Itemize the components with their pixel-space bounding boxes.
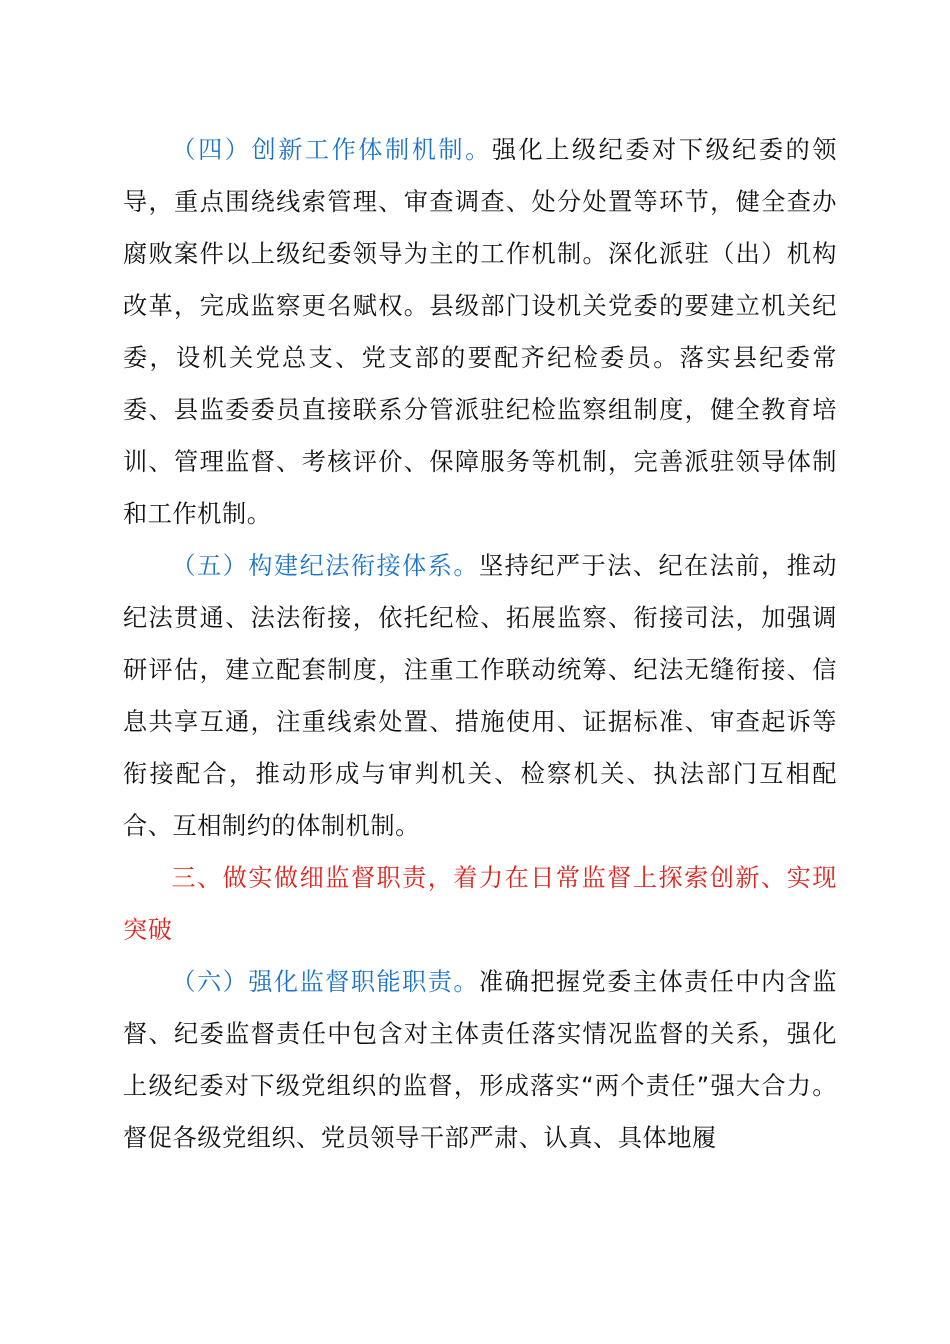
paragraph-five xyxy=(123,540,837,852)
paragraph-six xyxy=(123,956,837,1164)
body-four: 强化上级纪委对下级纪委的领导，重点围绕线索管理、审查调查、处分处置等环节，健全查办腐败案件以上级纪委领导为主的工作机制。深化派驻（出）机构改革，完成监察更名赋权。县级部门设机关党委的要建立机关纪委，设机关党总支、党支部的要配齐纪检委员。落实县纪委常委、县监委委员直接联系分管派驻纪检监察组制度，健全教育培训、管理监督、考核评价、保障服务等机制，完善派驻领导体制和工作机制。 xyxy=(123,136,837,528)
section-title-three: 三、做实做细监督职责，着力在日常监督上探索创新、实现突破 xyxy=(123,864,837,944)
body-five: 坚持纪严于法、纪在法前，推动纪法贯通、法法衔接，依托纪检、拓展监察、衔接司法，加强调研评估，建立配套制度，注重工作联动统筹、纪法无缝衔接、信息共享互通，注重线索处置、措施使用、证据标准、审查起诉等衔接配合，推动形成与审判机关、检察机关、执法部门互相配合、互相制约的体制机制。 xyxy=(123,552,838,840)
document-page xyxy=(123,124,837,1164)
heading-four: （四）创新工作体制机制。 xyxy=(171,136,492,164)
heading-six: （六）强化监督职能职责。 xyxy=(171,968,480,996)
body-six: 准确把握党委主体责任中内含监督、纪委监督责任中包含对主体责任落实情况监督的关系，强化上级纪委对下级党组织的监督，形成落实“两个责任”强大合力。督促各级党组织、党员领导干部严肃、认真、具体地履 xyxy=(123,968,838,1152)
heading-five: （五）构建纪法衔接体系。 xyxy=(171,552,480,580)
paragraph-four xyxy=(123,124,837,540)
